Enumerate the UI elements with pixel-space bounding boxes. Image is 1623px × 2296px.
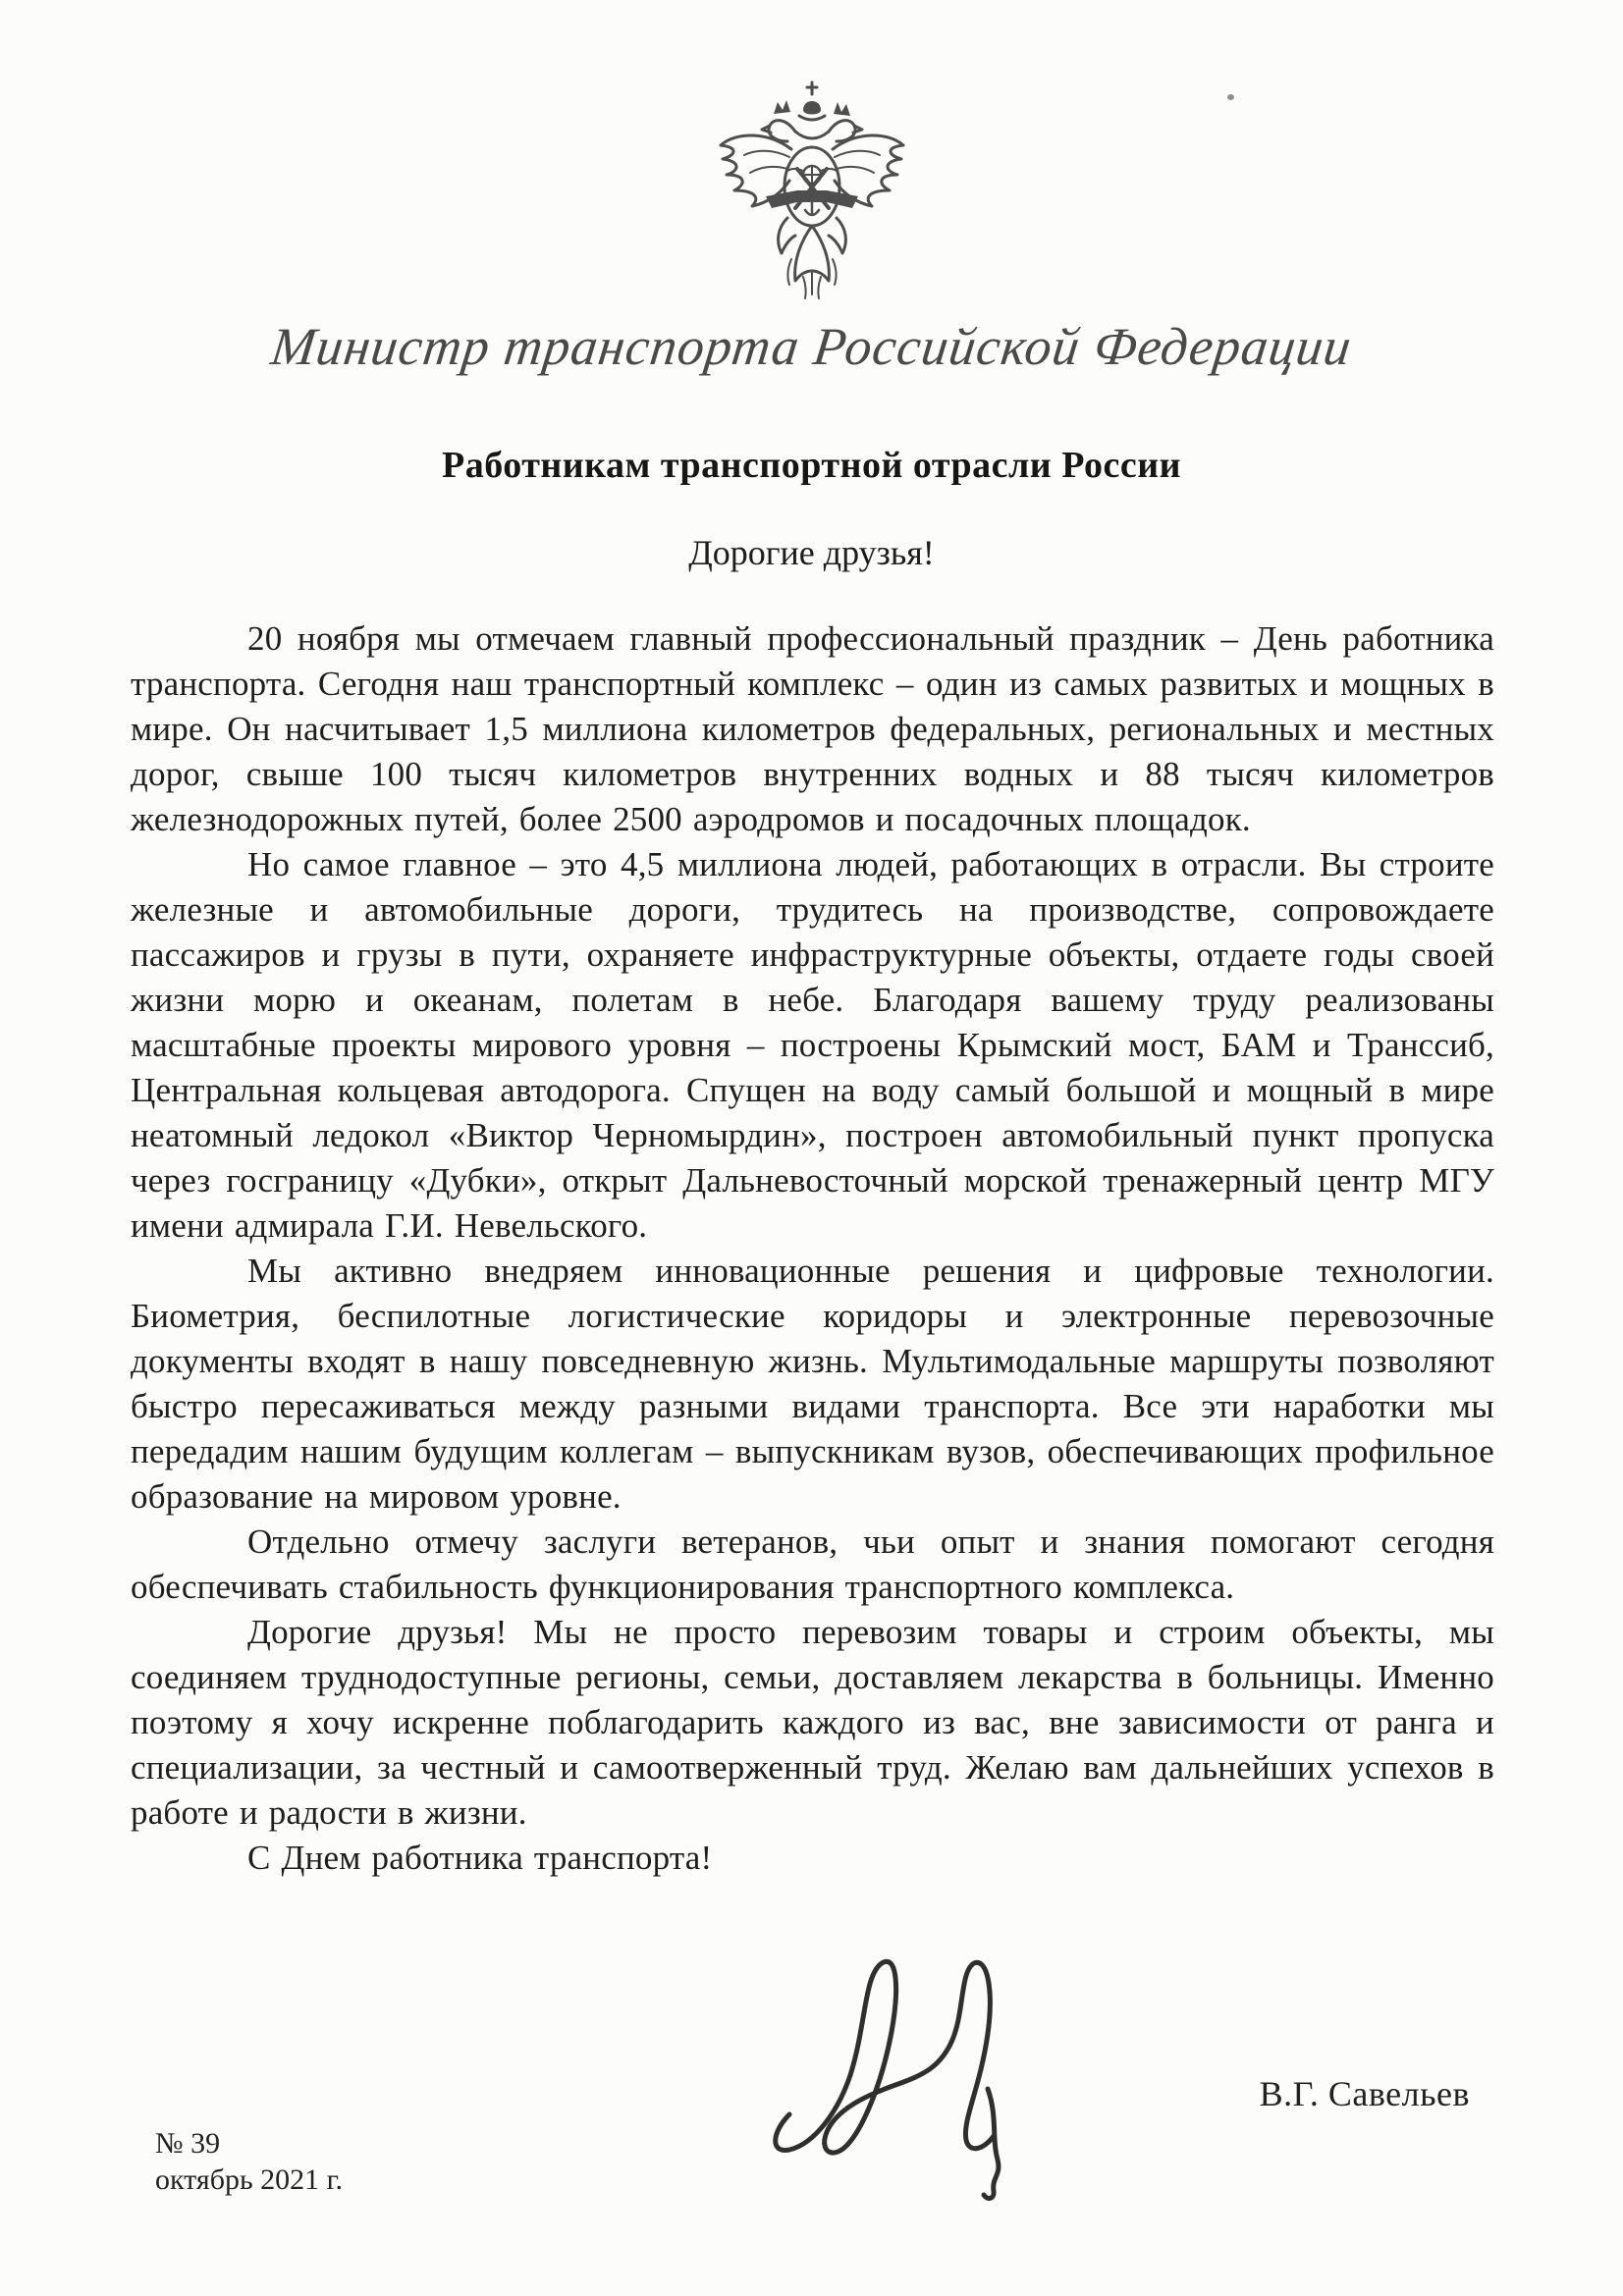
paragraph: 20 ноября мы отмечаем главный профессиональный праздник – День работника транспорта. Сегодня наш транспортный комплекс – один из самых развитых и мощных в мире. Он насчитывает 1,5 миллиона километров федеральных, региональных и местных дорог, свыше 100 тысяч километров внутренних водных и 88 тысяч километров железнодорожных путей, более 2500 аэродромов и посадочных площадок. xyxy=(131,619,1494,838)
paragraph: Отдельно отмечу заслуги ветеранов, чьи опыт и знания помогают сегодня обеспечивать стабильность функционирования транспортного комплекса. xyxy=(131,1522,1494,1606)
paragraph: С Днем работника транспорта! xyxy=(247,1839,713,1877)
signature-icon xyxy=(756,1942,1062,2205)
document-number: № 39 xyxy=(155,2127,221,2160)
signer-name: В.Г. Савельев xyxy=(1259,2074,1470,2113)
paragraph: Мы активно внедряем инновационные решения и цифровые технологии. Биометрия, беспилотные логистические коридоры и электронные перевозочные документы входят в нашу повседневную жизнь. Мультимодальные маршруты позволяют быстро пересаживаться между разными видами транспорта. Все эти наработки мы передадим нашим будущим коллегам – выпускникам вузов, обеспечивающих профильное образование на мировом уровне. xyxy=(131,1252,1494,1516)
letter-body xyxy=(131,616,1494,1881)
document-date: октябрь 2021 г. xyxy=(155,2163,344,2196)
letter-heading: Работникам транспортной отрасли России xyxy=(441,445,1181,486)
salutation: Дорогие друзья! xyxy=(688,533,935,572)
scan-artifact-dot xyxy=(1227,94,1234,100)
paragraph: Дорогие друзья! Мы не просто перевозим товары и строим объекты, мы соединяем труднодоступные регионы, семьи, доставляем лекарства в больницы. Именно поэтому я хочу искренне поблагодарить каждого из вас, вне зависимости от ранга и специализации, за честный и самоотверженный труд. Желаю вам дальнейших успехов в работе и радости в жизни. xyxy=(131,1613,1494,1832)
paragraph: Но самое главное – это 4,5 миллиона людей, работающих в отрасли. Вы строите железные и автомобильные дороги, трудитесь на производстве, сопровождаете пассажиров и грузы в пути, охраняете инфраструктурные объекты, отдаете годы своей жизни морю и океанам, полетам в небе. Благодаря вашему труду реализованы масштабные проекты мирового уровня – построены Крымский мост, БАМ и Транссиб, Центральная кольцевая автодорога. Спущен на воду самый большой и мощный в мире неатомный ледокол «Виктор Черномырдин», построен автомобильный пункт пропуска через госграницу «Дубки», открыт Дальневосточный морской тренажерный центр МГУ имени адмирала Г.И. Невельского. xyxy=(131,845,1494,1245)
sender-title-script: Министр транспорта Российской Федерации xyxy=(267,317,1356,376)
footer xyxy=(155,2125,343,2198)
coat-of-arms-icon xyxy=(709,80,915,304)
